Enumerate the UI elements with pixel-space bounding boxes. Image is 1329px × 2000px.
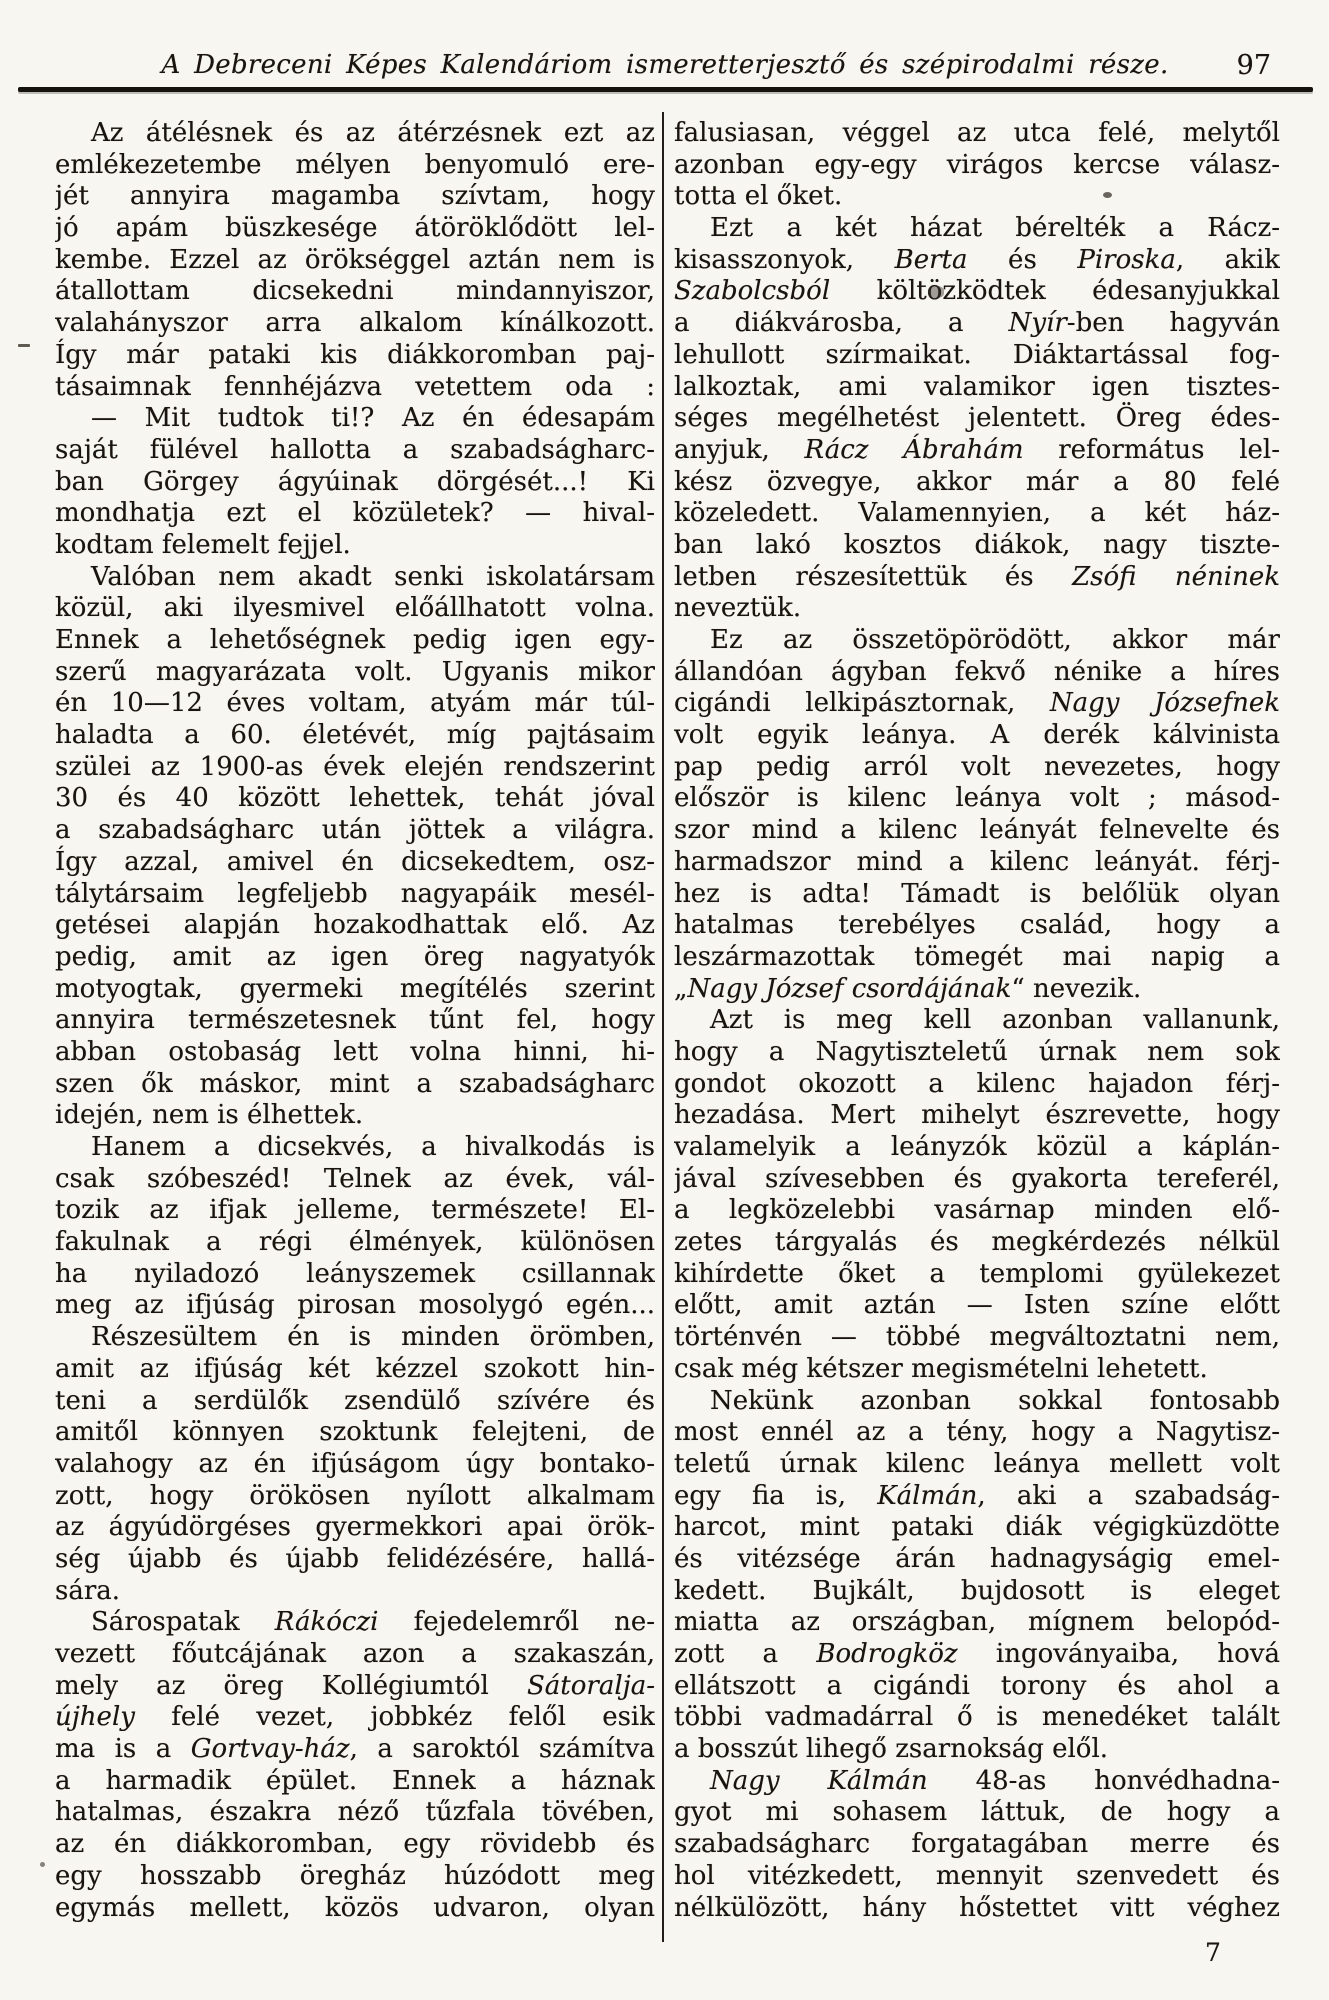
text-line: egymás mellett, közös udvaron, olyan xyxy=(55,1892,655,1923)
text-line: sára. xyxy=(55,1575,121,1606)
text-line: tálytársaim legfeljebb nagyapáik mesél- xyxy=(55,878,655,909)
text-line: harmadszor mind a kilenc leányát. férj- xyxy=(674,846,1280,877)
text-line: ellátszott a cigándi torony és ahol a xyxy=(674,1670,1280,1701)
text-line: séges megélhetést jelentett. Öreg édes- xyxy=(674,403,1280,434)
text-line: neveztük. xyxy=(674,593,802,624)
text-line: emlékezetembe mélyen benyomuló ere- xyxy=(55,149,655,180)
text-line: pedig, amit az igen öreg nagyatyók xyxy=(55,941,655,972)
text-line: Sárospatak Rákóczi fejedelemről ne- xyxy=(91,1607,655,1638)
text-line: egy fia is, Kálmán, aki a szabadság- xyxy=(674,1480,1280,1511)
text-line: amitől könnyen szoktunk felejteni, de xyxy=(55,1417,655,1448)
text-line: zott a Bodrogköz ingoványaiba, hová xyxy=(674,1639,1280,1669)
text-line: a diákvárosba, a Nyír-ben hagyván xyxy=(674,308,1280,339)
text-line: mely az öreg Kollégiumtól Sátoralja- xyxy=(55,1670,655,1701)
text-line: én 10—12 éves voltam, atyám már túl- xyxy=(55,688,655,719)
text-line: hogy a Nagytiszteletű úrnak nem sok xyxy=(674,1036,1280,1067)
text-line: az ágyúdörgéses gyermekkori apai örök- xyxy=(55,1512,655,1543)
text-line: jó apám büszkesége átöröklődött lel- xyxy=(55,213,655,244)
text-line: előtt, amit aztán — Isten színe előtt xyxy=(674,1290,1280,1321)
text-line: totta el őket. xyxy=(674,181,843,212)
text-line: zott, hogy örökösen nyílott alkalmam xyxy=(55,1480,655,1511)
text-line: szen ők máskor, mint a szabadságharc xyxy=(55,1068,655,1099)
text-line: teletű úrnak kilenc leánya mellett volt xyxy=(674,1448,1280,1479)
text-line: jét annyira magamba szívtam, hogy xyxy=(55,181,655,212)
text-line: falusiasan, véggel az utca felé, melytől xyxy=(674,118,1280,148)
text-line: szor mind a kilenc leányát felnevelte és xyxy=(674,815,1280,846)
text-line: saját fülével hallotta a szabadságharc- xyxy=(55,434,655,465)
ink-speck xyxy=(928,286,944,298)
text-line: volt egyik leánya. A derék kálvinista xyxy=(674,720,1280,751)
text-line: Így már pataki kis diákkoromban paj- xyxy=(55,339,655,370)
text-line: közül, aki ilyesmivel előállhatott volna. xyxy=(55,593,655,624)
text-line: az én diákkoromban, egy rövidebb és xyxy=(55,1829,655,1860)
text-line: tásaimnak fennhéjázva vetettem oda : xyxy=(55,371,655,402)
text-line: Ezt a két házat bérelték a Rácz- xyxy=(710,213,1280,244)
text-line: abban ostobaság lett volna hinni, hi- xyxy=(55,1036,655,1067)
text-line: kodtam felemelt fejjel. xyxy=(55,529,351,560)
text-line: kész özvegye, akkor már a 80 felé xyxy=(674,466,1280,497)
text-line: motyogtak, gyermeki megítélés szerint xyxy=(55,973,655,1004)
text-line: hol vitézkedett, mennyit szenvedett és xyxy=(674,1860,1280,1891)
text-line: valahogy az én ifjúságom úgy bontako- xyxy=(55,1448,655,1479)
text-line: Szabolcsból költözködtek édesanyjukkal xyxy=(674,276,1280,307)
text-line: fakulnak a régi élmények, különösen xyxy=(55,1227,655,1258)
text-line: getései alapján hozakodhattak elő. Az xyxy=(55,910,655,941)
header-rule xyxy=(18,87,1313,92)
text-line: Nagy Kálmán 48-as honvédhadna- xyxy=(710,1765,1280,1796)
text-column-right xyxy=(674,118,1280,1924)
text-line: szerű magyarázata volt. Ugyanis mikor xyxy=(55,656,655,687)
text-line: ha nyiladozó leányszemek csillannak xyxy=(55,1258,655,1289)
text-line: nélkülözött, hány hőstettet vitt véghez xyxy=(674,1892,1280,1923)
text-line: — Mit tudtok ti!? Az én édesapám xyxy=(91,403,655,434)
text-line: Nekünk azonban sokkal fontosabb xyxy=(710,1385,1280,1416)
text-line: kisasszonyok, Berta és Piroska, akik xyxy=(674,244,1280,275)
text-line: valamelyik a leányzók közül a káplán- xyxy=(674,1132,1280,1162)
text-line: történvén — többé megváltoztatni nem, xyxy=(674,1322,1280,1353)
text-line: Azt is meg kell azonban vallanunk, xyxy=(710,1005,1280,1036)
signature-mark: 7 xyxy=(1205,1938,1221,1967)
text-line: zetes tárgyalás és megkérdezés nélkül xyxy=(674,1227,1280,1258)
text-line: harcot, mint pataki diák végigküzdötte xyxy=(674,1512,1280,1543)
text-line: teni a serdülők zsendülő szívére és xyxy=(55,1385,655,1416)
text-line: a bosszút lihegő zsarnokság elől. xyxy=(674,1734,1109,1765)
running-title: A Debreceni Képes Kalendáriom ismeretterjesztő és szépirodalmi része. xyxy=(161,50,1169,80)
text-line: miatta az országban, mígnem belopód- xyxy=(674,1607,1280,1638)
text-line: gyot mi sohasem láttuk, de hogy a xyxy=(674,1797,1280,1828)
text-line: „Nagy József csordájának“ nevezik. xyxy=(674,973,1142,1004)
text-line: idején, nem is élhettek. xyxy=(55,1100,364,1131)
text-line: többi vadmadárral ő is menedéket talált xyxy=(674,1702,1280,1733)
text-line: leszármazottak tömegét mai napig a xyxy=(674,941,1280,972)
text-line: most ennél az a tény, hogy a Nagytisz- xyxy=(674,1417,1280,1448)
text-line: újhely felé vezet, jobbkéz felől esik xyxy=(55,1702,655,1733)
text-line: anyjuk, Rácz Ábrahám református lel- xyxy=(674,434,1280,465)
text-line: lalkoztak, ami valamikor igen tisztes- xyxy=(674,371,1280,402)
text-line: ma is a Gortvay-ház, a saroktól számítva xyxy=(55,1734,655,1765)
text-line: ség újabb és újabb felidézésére, hallá- xyxy=(55,1543,655,1574)
text-line: a legközelebbi vasárnap minden elő- xyxy=(674,1195,1280,1226)
text-line: ban lakó kosztos diákok, nagy tiszte- xyxy=(674,529,1280,560)
text-line: először is kilenc leánya volt ; másod- xyxy=(674,783,1280,814)
text-line: hez is adta! Támadt is belőlük olyan xyxy=(674,878,1280,909)
text-line: hatalmas terebélyes család, hogy a xyxy=(674,910,1280,941)
text-line: letben részesítettük és Zsófi néninek xyxy=(674,561,1280,592)
text-line: pap pedig arról volt nevezetes, hogy xyxy=(674,751,1280,782)
text-line: mondhatja ezt el közületek? — hival- xyxy=(55,498,655,529)
text-line: cigándi lelkipásztornak, Nagy Józsefnek xyxy=(674,688,1280,719)
text-column-left xyxy=(55,118,655,1924)
text-line: szülei az 1900-as évek elején rendszerint xyxy=(55,751,655,782)
text-line: gondot okozott a kilenc hajadon férj- xyxy=(674,1068,1280,1099)
text-line: kembe. Ezzel az örökséggel aztán nem is xyxy=(55,244,655,275)
ink-speck xyxy=(1103,192,1112,198)
text-line: és vitézsége árán hadnagyságig emel- xyxy=(674,1543,1280,1574)
text-line: Valóban nem akadt senki iskolatársam xyxy=(91,561,655,592)
text-line: tozik az ifjak jelleme, természete! El- xyxy=(55,1195,655,1226)
text-line: 30 és 40 között lehettek, tehát jóval xyxy=(55,783,655,814)
text-line: lehullott szírmaikat. Diáktartással fog- xyxy=(674,339,1280,370)
ink-speck xyxy=(40,1862,45,1867)
text-line: Ez az összetöpörödött, akkor már xyxy=(710,625,1280,655)
text-line: kedett. Bujkált, bujdosott is eleget xyxy=(674,1575,1280,1606)
text-line: haladta a 60. életévét, míg pajtásaim xyxy=(55,720,655,751)
text-line: közeledett. Valamennyien, a két ház- xyxy=(674,498,1280,529)
text-line: Hanem a dicsekvés, a hivalkodás is xyxy=(91,1132,655,1162)
text-line: a harmadik épület. Ennek a háznak xyxy=(55,1765,655,1796)
text-line: vezett főutcájának azon a szakaszán, xyxy=(55,1639,655,1669)
text-line: valahányszor arra alkalom kínálkozott. xyxy=(55,308,655,339)
text-line: hatalmas, északra néző tűzfala tövében, xyxy=(55,1797,655,1828)
text-line: egy hosszabb öregház húzódott meg xyxy=(55,1860,655,1891)
text-line: átallottam dicsekedni mindannyiszor, xyxy=(55,276,655,307)
text-line: Az átélésnek és az átérzésnek ezt az xyxy=(91,118,655,148)
page-number: 97 xyxy=(1236,50,1271,81)
text-line: annyira természetesnek tűnt fel, hogy xyxy=(55,1005,655,1036)
text-line: Ennek a lehetőségnek pedig igen egy- xyxy=(55,625,655,655)
text-line: hezadása. Mert mihelyt észrevette, hogy xyxy=(674,1100,1280,1131)
ink-speck xyxy=(18,344,30,347)
text-line: azonban egy-egy virágos kercse válasz- xyxy=(674,149,1280,180)
text-line: csak szóbeszéd! Telnek az évek, vál- xyxy=(55,1163,655,1194)
text-line: csak még kétszer megismételni lehetett. xyxy=(674,1353,1208,1384)
text-line: jával szívesebben és gyakorta tereferél, xyxy=(674,1163,1280,1194)
text-line: meg az ifjúság pirosan mosolygó egén... xyxy=(55,1290,655,1321)
text-line: a szabadságharc után jöttek a világra. xyxy=(55,815,655,846)
text-line: Így azzal, amivel én dicsekedtem, osz- xyxy=(55,846,655,877)
column-divider xyxy=(662,112,664,1942)
text-line: kihírdette őket a templomi gyülekezet xyxy=(674,1258,1280,1289)
text-line: állandóan ágyban fekvő nénike a híres xyxy=(674,656,1280,687)
text-line: szabadságharc forgatagában merre és xyxy=(674,1829,1280,1860)
text-line: amit az ifjúság két kézzel szokott hin- xyxy=(55,1353,655,1384)
text-line: Részesültem én is minden örömben, xyxy=(91,1322,655,1353)
text-line: ban Görgey ágyúinak dörgését...! Ki xyxy=(55,466,655,497)
